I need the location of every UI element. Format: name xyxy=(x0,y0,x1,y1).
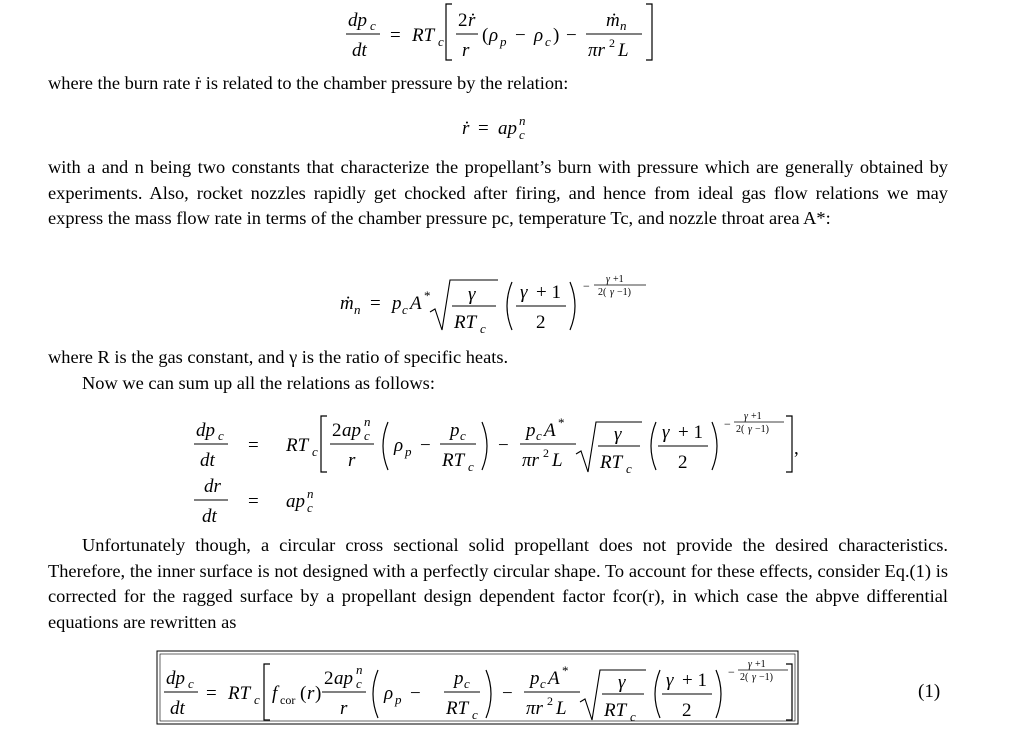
svg-text:ap: ap xyxy=(286,491,305,512)
svg-text:+1: +1 xyxy=(751,411,762,422)
svg-text:2: 2 xyxy=(332,420,342,441)
svg-text:c: c xyxy=(307,500,313,515)
paragraph-propellant-constants: with a and n being two constants that characterize the propellant’s burn with pressure which are generally obtained by experiments. Also, rocket nozzles rapidly get chocked after firing, and hence from ideal gas flow relations we may express the mass flow rate in terms of the chamber pressure pc, temperature Tc, and nozzle throat area A*: xyxy=(48,157,948,228)
svg-text:f: f xyxy=(272,683,278,704)
svg-text:2: 2 xyxy=(547,694,553,708)
svg-text:c: c xyxy=(464,676,470,691)
svg-text:c: c xyxy=(370,18,376,33)
equation-system xyxy=(190,408,810,532)
svg-text:dr: dr xyxy=(204,476,221,497)
svg-text:πr: πr xyxy=(526,698,543,719)
svg-text:γ: γ xyxy=(520,282,528,303)
svg-text:A: A xyxy=(544,420,556,441)
svg-text:c: c xyxy=(468,459,474,474)
svg-text:c: c xyxy=(540,676,546,691)
svg-text:2(: 2( xyxy=(598,287,607,298)
svg-text:=: = xyxy=(390,25,401,46)
svg-text:2(: 2( xyxy=(740,672,749,683)
svg-text:−1): −1) xyxy=(759,672,773,683)
svg-text:(: ( xyxy=(300,683,307,704)
svg-text:dp: dp xyxy=(196,420,215,441)
svg-text:+1: +1 xyxy=(613,274,624,285)
svg-text:2: 2 xyxy=(543,446,549,460)
svg-text:πr: πr xyxy=(588,40,605,61)
svg-text:γ: γ xyxy=(748,659,752,670)
svg-text:dt: dt xyxy=(352,40,367,61)
svg-text:): ) xyxy=(315,683,322,704)
svg-text:ap: ap xyxy=(498,118,517,139)
svg-text:−: − xyxy=(515,25,526,46)
svg-text:RT: RT xyxy=(286,435,309,456)
svg-text:RT: RT xyxy=(412,25,435,46)
svg-text:2: 2 xyxy=(678,452,688,473)
svg-text:cor: cor xyxy=(280,693,296,707)
svg-text:ṁ: ṁ xyxy=(606,10,620,31)
svg-text:γ: γ xyxy=(752,672,756,683)
svg-text:,: , xyxy=(794,438,799,459)
svg-text:2: 2 xyxy=(536,312,546,333)
svg-text:dt: dt xyxy=(170,698,185,719)
svg-text:A: A xyxy=(548,668,560,689)
svg-text:c: c xyxy=(626,461,632,476)
svg-text:L: L xyxy=(556,698,567,719)
svg-text:=: = xyxy=(206,683,217,704)
svg-text:γ: γ xyxy=(748,424,752,435)
svg-text:*: * xyxy=(558,415,565,430)
svg-text:ap: ap xyxy=(342,420,361,441)
svg-text:r: r xyxy=(348,450,356,471)
svg-text:RT: RT xyxy=(600,452,623,473)
svg-text:p: p xyxy=(450,420,460,441)
svg-text:=: = xyxy=(248,491,259,512)
svg-text:p: p xyxy=(454,668,464,689)
svg-text:RT: RT xyxy=(454,312,477,333)
svg-text:n: n xyxy=(307,486,314,501)
svg-text:−: − xyxy=(410,683,421,704)
paragraph-gas-constant: where R is the gas constant, and γ is the ratio of specific heats. xyxy=(48,347,509,367)
svg-text:γ: γ xyxy=(614,424,622,445)
svg-text:2: 2 xyxy=(609,36,615,50)
svg-text:+ 1: + 1 xyxy=(682,670,707,691)
svg-text:c: c xyxy=(460,428,466,443)
svg-text:+ 1: + 1 xyxy=(678,422,703,443)
svg-text:dp: dp xyxy=(348,10,367,31)
svg-text:n: n xyxy=(354,302,361,317)
svg-text:p: p xyxy=(526,420,536,441)
svg-text:γ: γ xyxy=(618,672,626,693)
svg-text:ṙ: ṙ xyxy=(462,118,470,139)
svg-text:c: c xyxy=(630,709,636,724)
svg-text:c: c xyxy=(472,707,478,722)
svg-text:2: 2 xyxy=(682,700,692,721)
svg-text:−: − xyxy=(566,25,577,46)
svg-text:r: r xyxy=(307,683,315,704)
paragraph-sum-up: Now we can sum up all the relations as follows: xyxy=(82,373,435,393)
svg-text:*: * xyxy=(562,663,569,678)
svg-text:L: L xyxy=(618,40,629,61)
equation-nozzle-mass-flow xyxy=(338,268,668,336)
svg-text:p: p xyxy=(392,293,402,314)
svg-text:=: = xyxy=(478,118,489,139)
svg-text:=: = xyxy=(370,293,381,314)
svg-text:2: 2 xyxy=(458,10,468,31)
svg-text:A: A xyxy=(410,293,422,314)
svg-text:p: p xyxy=(405,444,412,459)
svg-text:dt: dt xyxy=(200,450,215,471)
paragraph-correction-factor: Unfortunately though, a circular cross sectional solid propellant does not provide the desired characteristics. Therefore, the inner surface is not designed with a perfectly circular shape. To account for these effects, consider Eq.(1) is corrected for the ragged surface by a propellant design dependent factor fcor(r), in which case the abpve differential equations are rewritten as xyxy=(48,535,948,632)
svg-text:RT: RT xyxy=(604,700,627,721)
svg-text:−: − xyxy=(728,665,735,679)
paragraph-burn-rate-intro: where the burn rate ṙ is related to the chamber pressure by the relation: xyxy=(48,73,569,93)
svg-text:r: r xyxy=(340,698,348,719)
svg-text:(: ( xyxy=(482,25,489,46)
equation-corrected-boxed xyxy=(156,650,800,726)
svg-text:ρ: ρ xyxy=(384,683,394,704)
svg-text:c: c xyxy=(402,302,408,317)
svg-text:+1: +1 xyxy=(755,659,766,670)
svg-text:ρ: ρ xyxy=(534,25,544,46)
svg-text:ρ: ρ xyxy=(394,435,404,456)
svg-text:ṁ: ṁ xyxy=(340,293,354,314)
svg-text:dt: dt xyxy=(202,506,217,527)
svg-text:−: − xyxy=(420,435,431,456)
svg-text:c: c xyxy=(188,676,194,691)
svg-text:RT: RT xyxy=(228,683,251,704)
svg-text:n: n xyxy=(356,662,363,677)
svg-text:γ: γ xyxy=(666,670,674,691)
svg-text:ρ: ρ xyxy=(489,25,499,46)
svg-text:c: c xyxy=(545,34,551,49)
svg-text:dp: dp xyxy=(166,668,185,689)
equation-chamber-pressure-rate xyxy=(330,0,670,64)
svg-text:2: 2 xyxy=(324,668,334,689)
svg-text:γ: γ xyxy=(610,287,614,298)
svg-text:=: = xyxy=(248,435,259,456)
svg-text:c: c xyxy=(364,428,370,443)
svg-text:c: c xyxy=(312,444,318,459)
svg-text:n: n xyxy=(364,414,371,429)
svg-text:−: − xyxy=(583,279,590,293)
svg-text:ap: ap xyxy=(334,668,353,689)
svg-text:c: c xyxy=(218,428,224,443)
equation-label: (1) xyxy=(918,681,941,702)
svg-text:−: − xyxy=(502,683,513,704)
svg-text:*: * xyxy=(424,288,431,303)
svg-text:ṙ: ṙ xyxy=(468,10,476,31)
svg-text:γ: γ xyxy=(744,411,748,422)
svg-text:c: c xyxy=(438,34,444,49)
svg-text:n: n xyxy=(620,18,627,33)
svg-text:γ: γ xyxy=(606,274,610,285)
svg-text:−: − xyxy=(724,417,731,431)
svg-text:+ 1: + 1 xyxy=(536,282,561,303)
svg-text:p: p xyxy=(395,692,402,707)
svg-text:γ: γ xyxy=(468,284,476,305)
svg-text:n: n xyxy=(519,113,526,128)
svg-text:c: c xyxy=(519,127,525,140)
svg-text:c: c xyxy=(536,428,542,443)
equation-burn-rate-law xyxy=(460,108,570,140)
svg-text:): ) xyxy=(553,25,560,46)
svg-text:−1): −1) xyxy=(617,287,631,298)
svg-text:p: p xyxy=(500,34,507,49)
svg-text:r: r xyxy=(462,40,470,61)
svg-text:−1): −1) xyxy=(755,424,769,435)
svg-text:RT: RT xyxy=(442,450,465,471)
svg-text:γ: γ xyxy=(662,422,670,443)
svg-text:RT: RT xyxy=(446,698,469,719)
svg-text:c: c xyxy=(356,676,362,691)
svg-text:L: L xyxy=(552,450,563,471)
svg-text:p: p xyxy=(530,668,540,689)
svg-text:c: c xyxy=(254,692,260,707)
svg-text:c: c xyxy=(480,321,486,336)
svg-text:−: − xyxy=(498,435,509,456)
svg-text:πr: πr xyxy=(522,450,539,471)
svg-text:2(: 2( xyxy=(736,424,745,435)
